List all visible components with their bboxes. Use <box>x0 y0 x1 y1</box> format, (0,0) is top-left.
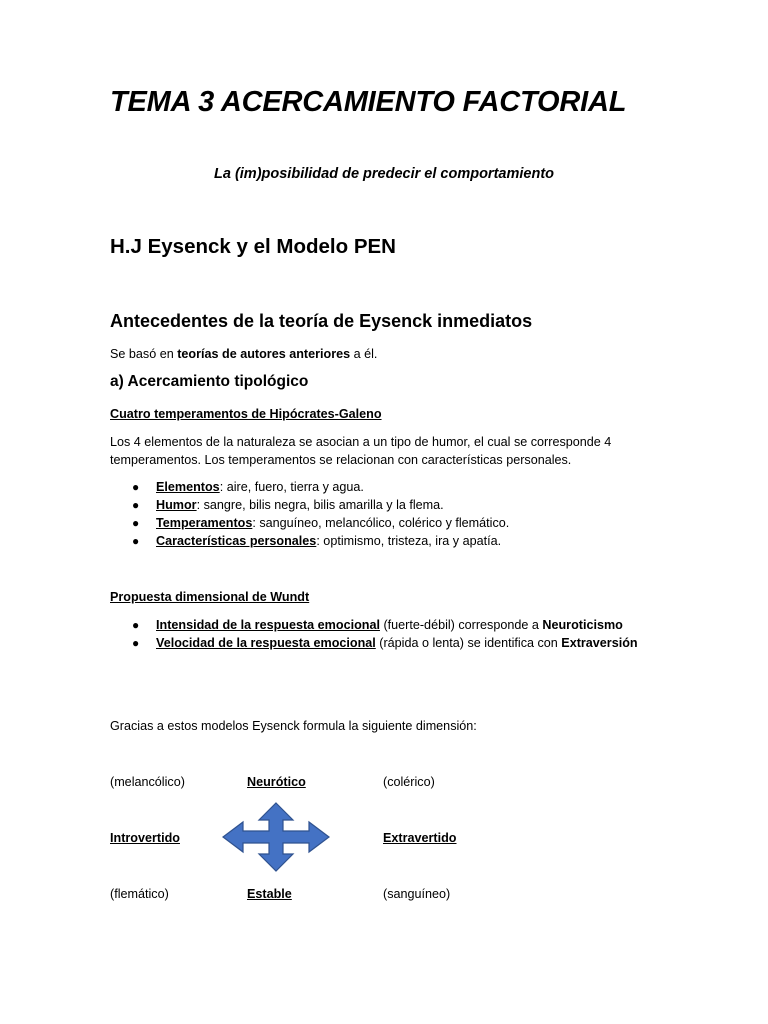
list-item <box>130 532 509 550</box>
bullet-text: : aire, fuero, tierra y agua. <box>219 480 364 494</box>
intro-text-pre: Se basó en <box>110 347 178 361</box>
bullet-term: Características personales <box>156 534 317 548</box>
section-heading-eysenck: H.J Eysenck y el Modelo PEN <box>110 235 396 258</box>
diagram-label-introvertido: Introvertido <box>110 831 180 845</box>
bullet-text: : optimismo, tristeza, ira y apatía. <box>316 534 502 548</box>
hipocrates-bullet-list <box>130 478 509 550</box>
bullet-term: Humor <box>156 498 197 512</box>
bullet-text: : sanguíneo, melancólico, colérico y flemático. <box>252 516 510 530</box>
list-item <box>130 496 509 514</box>
list-item <box>130 634 638 652</box>
diagram-label-sanguineo: (sanguíneo) <box>383 887 451 901</box>
wundt-heading: Propuesta dimensional de Wundt <box>110 590 310 604</box>
document-subtitle: La (im)posibilidad de predecir el comportamiento <box>214 166 554 182</box>
bullet-bold-text: Extraversión <box>561 636 638 650</box>
list-item <box>130 514 509 532</box>
list-item <box>130 478 509 496</box>
intro-text-bold: teorías de autores anteriores <box>177 347 351 361</box>
conclusion-paragraph: Gracias a estos modelos Eysenck formula la siguiente dimensión: <box>110 719 477 733</box>
bullet-icon: ● <box>132 636 140 650</box>
bullet-term: Elementos <box>156 480 220 494</box>
diagram-label-estable: Estable <box>247 887 292 901</box>
section-heading-antecedentes: Antecedentes de la teoría de Eysenck inmediatos <box>110 311 533 331</box>
diagram-label-flematico: (flemático) <box>110 887 169 901</box>
intro-text-post: a él. <box>350 347 378 361</box>
bullet-term: Velocidad de la respuesta emocional <box>156 636 376 650</box>
diagram-label-extravertido: Extravertido <box>383 831 457 845</box>
wundt-bullet-list <box>130 616 638 652</box>
section-heading-tipologico: a) Acercamiento tipológico <box>110 373 309 390</box>
bullet-icon: ● <box>132 618 140 632</box>
four-way-arrow-icon <box>221 802 331 872</box>
bullet-icon: ● <box>132 498 140 512</box>
bullet-term: Intensidad de la respuesta emocional <box>156 618 380 632</box>
diagram-label-colerico: (colérico) <box>383 775 435 789</box>
diagram-label-melancolico: (melancólico) <box>110 775 185 789</box>
bullet-text: (rápida o lenta) se identifica con <box>375 636 562 650</box>
intro-paragraph <box>110 345 377 363</box>
bullet-text: (fuerte-débil) corresponde a <box>379 618 543 632</box>
diagram-label-neurotico: Neurótico <box>247 775 306 789</box>
bullet-term: Temperamentos <box>156 516 253 530</box>
bullet-text: : sangre, bilis negra, bilis amarilla y la flema. <box>196 498 444 512</box>
bullet-icon: ● <box>132 480 140 494</box>
bullet-icon: ● <box>132 534 140 548</box>
bullet-icon: ● <box>132 516 140 530</box>
list-item <box>130 616 638 634</box>
bullet-bold-text: Neuroticismo <box>542 618 623 632</box>
hipocrates-heading: Cuatro temperamentos de Hipócrates-Galeno <box>110 407 382 421</box>
document-title: TEMA 3 ACERCAMIENTO FACTORIAL <box>110 86 627 118</box>
hipocrates-paragraph: Los 4 elementos de la naturaleza se asocian a un tipo de humor, el cual se corresponde 4 temperamentos. Los temperamentos se relacionan con características personales. <box>110 435 612 467</box>
